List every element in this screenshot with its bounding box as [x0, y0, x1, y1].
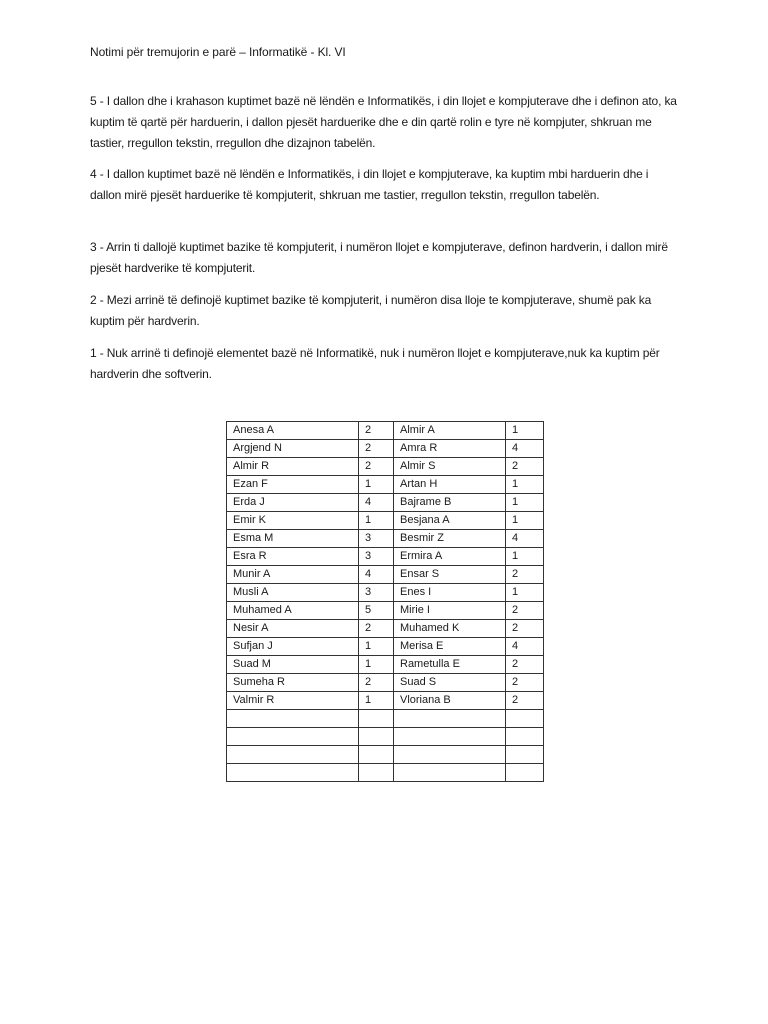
student-name-cell [227, 746, 359, 764]
student-name-cell [227, 764, 359, 782]
student-grade-cell [506, 764, 544, 782]
student-grade-cell: 1 [506, 494, 544, 512]
student-name-cell: Suad M [227, 656, 359, 674]
student-name-cell: Mirie I [394, 602, 506, 620]
student-grade-cell: 3 [359, 530, 394, 548]
student-grade-cell: 3 [359, 584, 394, 602]
student-grade-cell: 4 [359, 494, 394, 512]
student-name-cell: Ermira A [394, 548, 506, 566]
student-name-cell: Almir S [394, 458, 506, 476]
student-name-cell: Almir R [227, 458, 359, 476]
table-row [227, 710, 544, 728]
student-name-cell: Bajrame B [394, 494, 506, 512]
criterion-grade-4: 4 - I dallon kuptimet bazë në lëndën e Informatikës, i din llojet e kompjuterave, ka kuptim mbi harduerin dhe i dallon mirë pjesët harduerike të kompjuterit, shkruan me tastier, rregullon tekstin, rregullon tabelën. [90, 167, 649, 202]
table-row [227, 674, 544, 692]
student-name-cell [394, 764, 506, 782]
student-grade-cell: 2 [506, 620, 544, 638]
student-name-cell: Anesa A [227, 422, 359, 440]
student-grade-cell: 1 [359, 638, 394, 656]
student-name-cell: Sumeha R [227, 674, 359, 692]
student-name-cell: Merisa E [394, 638, 506, 656]
student-grade-cell: 1 [506, 422, 544, 440]
student-name-cell: Amra R [394, 440, 506, 458]
student-grade-cell: 2 [506, 458, 544, 476]
student-name-cell [394, 746, 506, 764]
criterion-grade-3: 3 - Arrin ti dallojë kuptimet bazike të kompjuterit, i numëron llojet e kompjuterave, definon hardverin, i dallon mirë pjesët hardverike të kompjuterit. [90, 240, 668, 275]
student-name-cell: Muhamed K [394, 620, 506, 638]
student-grade-cell: 1 [359, 692, 394, 710]
student-grade-cell [359, 746, 394, 764]
student-grade-cell [359, 728, 394, 746]
student-grade-cell: 2 [506, 602, 544, 620]
student-name-cell: Erda J [227, 494, 359, 512]
student-grade-cell: 1 [359, 512, 394, 530]
student-grade-cell: 4 [506, 530, 544, 548]
student-grade-cell [506, 710, 544, 728]
table-row [227, 494, 544, 512]
table-row [227, 422, 544, 440]
student-grade-cell: 1 [359, 476, 394, 494]
student-name-cell: Esma M [227, 530, 359, 548]
student-grade-cell: 2 [506, 566, 544, 584]
student-grade-cell: 2 [506, 674, 544, 692]
student-name-cell [394, 728, 506, 746]
student-name-cell: Artan H [394, 476, 506, 494]
table-row [227, 728, 544, 746]
student-name-cell: Sufjan J [227, 638, 359, 656]
student-grade-cell: 2 [359, 440, 394, 458]
table-row [227, 692, 544, 710]
document-title: Notimi për tremujorin e parë – Informatikë - Kl. VI [90, 45, 346, 59]
student-name-cell: Muhamed A [227, 602, 359, 620]
student-name-cell: Valmir R [227, 692, 359, 710]
student-name-cell: Besmir Z [394, 530, 506, 548]
student-grade-cell: 4 [506, 638, 544, 656]
student-name-cell: Argjend N [227, 440, 359, 458]
student-grade-cell [506, 728, 544, 746]
student-name-cell: Ensar S [394, 566, 506, 584]
student-grade-cell: 2 [506, 656, 544, 674]
table-row [227, 656, 544, 674]
criterion-grade-5: 5 - I dallon dhe i krahason kuptimet bazë në lëndën e Informatikës, i din llojet e kompjuterave dhe i definon ato, ka kuptim të qartë për harduerin, i dallon pjesët harduerike dhe e din qartë rolin e tyre në kompjuter, shkruan me tastier, rregullon tekstin, rregullon dhe dizajnon tabelën. [90, 94, 677, 150]
student-grade-cell: 5 [359, 602, 394, 620]
table-row [227, 512, 544, 530]
table-row [227, 764, 544, 782]
student-grade-cell: 2 [359, 422, 394, 440]
student-name-cell: Emir K [227, 512, 359, 530]
table-row [227, 638, 544, 656]
table-row [227, 548, 544, 566]
student-grade-cell [359, 764, 394, 782]
table-row [227, 440, 544, 458]
student-grade-cell: 1 [506, 512, 544, 530]
student-name-cell: Besjana A [394, 512, 506, 530]
student-grade-cell: 2 [506, 692, 544, 710]
table-row [227, 566, 544, 584]
student-name-cell: Munir A [227, 566, 359, 584]
student-name-cell: Esra R [227, 548, 359, 566]
table-row [227, 476, 544, 494]
student-grade-cell: 2 [359, 458, 394, 476]
criterion-grade-1: 1 - Nuk arrinë ti definojë elementet bazë në Informatikë, nuk i numëron llojet e kompjuterave,nuk ka kuptim për hardverin dhe softverin. [90, 346, 660, 381]
student-name-cell [227, 710, 359, 728]
student-name-cell: Musli A [227, 584, 359, 602]
student-name-cell: Almir A [394, 422, 506, 440]
student-name-cell [227, 728, 359, 746]
student-name-cell: Enes I [394, 584, 506, 602]
student-grade-cell [506, 746, 544, 764]
student-grade-cell: 1 [359, 656, 394, 674]
student-name-cell: Rametulla E [394, 656, 506, 674]
student-name-cell [394, 710, 506, 728]
table-row [227, 746, 544, 764]
student-name-cell: Nesir A [227, 620, 359, 638]
grades-table-body [227, 422, 544, 782]
grades-table [226, 421, 544, 782]
student-grade-cell: 4 [359, 566, 394, 584]
table-row [227, 620, 544, 638]
student-grade-cell: 1 [506, 476, 544, 494]
student-grade-cell: 4 [506, 440, 544, 458]
student-grade-cell: 2 [359, 674, 394, 692]
student-grade-cell: 2 [359, 620, 394, 638]
student-grade-cell: 1 [506, 584, 544, 602]
table-row [227, 530, 544, 548]
table-row [227, 602, 544, 620]
criterion-grade-2: 2 - Mezi arrinë të definojë kuptimet bazike të kompjuterit, i numëron disa lloje te kompjuterave, shumë pak ka kuptim për hardverin. [90, 293, 652, 328]
table-row [227, 584, 544, 602]
student-name-cell: Suad S [394, 674, 506, 692]
student-grade-cell: 1 [506, 548, 544, 566]
student-name-cell: Vloriana B [394, 692, 506, 710]
student-grade-cell: 3 [359, 548, 394, 566]
table-row [227, 458, 544, 476]
student-name-cell: Ezan F [227, 476, 359, 494]
student-grade-cell [359, 710, 394, 728]
